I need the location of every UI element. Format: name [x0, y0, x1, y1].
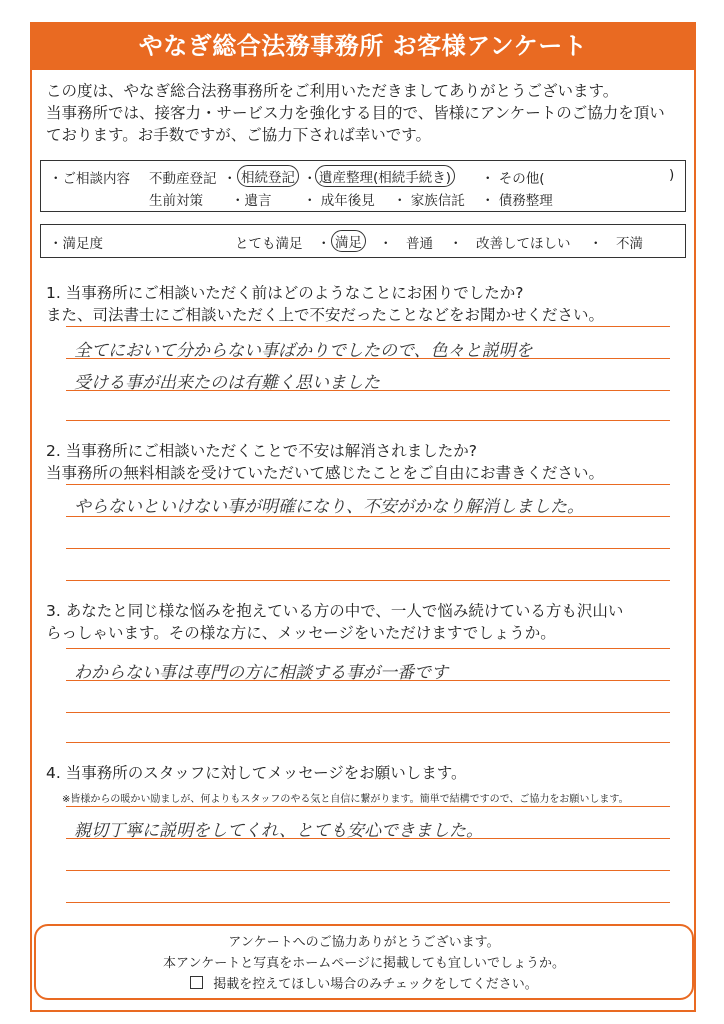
answer-4-line-1: 親切丁寧に説明をしてくれ、とても安心できました。: [74, 821, 484, 841]
consent-checkbox[interactable]: [190, 976, 203, 989]
consultation-label: ・ご相談内容: [49, 171, 130, 187]
option-kaizen[interactable]: ・ 改善してほしい: [449, 236, 571, 252]
question-3: [46, 600, 623, 644]
answer-line: [66, 712, 670, 713]
separator: ・: [317, 236, 331, 252]
footer-line-3: 掲載を控えてほしい場合のみチェックをしてください。: [213, 977, 538, 992]
option-sonota-close: ): [669, 167, 675, 183]
separator: ・: [223, 171, 237, 187]
option-seizen-taisaku[interactable]: 生前対策: [149, 193, 203, 209]
intro-line-3: ております。お手数ですが、ご協力下されば幸いです。: [46, 126, 432, 144]
option-fuman[interactable]: ・ 不満: [589, 236, 643, 252]
answer-line: [66, 806, 670, 807]
option-saimu-seiri[interactable]: ・ 債務整理: [481, 193, 553, 209]
survey-title: やなぎ総合法務事務所 お客様アンケート: [30, 22, 696, 70]
question-2-line-1: 2. 当事務所にご相談いただくことで不安は解消されましたか?: [46, 442, 477, 460]
answer-line: [66, 648, 670, 649]
question-1-line-2: また、司法書士にご相談いただく上で不安だったことなどをお聞かせください。: [46, 306, 605, 324]
option-sozoku-toki-circled[interactable]: 相続登記: [237, 165, 299, 187]
answer-line: [66, 326, 670, 327]
question-1-line-1: 1. 当事務所にご相談いただく前はどのようなことにお困りでしたか?: [46, 284, 524, 302]
question-3-line-2: らっしゃいます。その様な方に、メッセージをいただけますでしょうか。: [46, 624, 556, 642]
option-fudosan-toki[interactable]: 不動産登記: [149, 171, 217, 187]
answer-1-line-2: 受ける事が出来たのは有難く思いました: [74, 373, 380, 393]
footer-consent-row: [36, 974, 692, 995]
answer-line: [66, 484, 670, 485]
option-seinen-koken[interactable]: ・ 成年後見: [303, 193, 375, 209]
option-sonota[interactable]: ・ その他(: [481, 171, 545, 187]
option-yuigon[interactable]: ・遺言: [231, 193, 272, 209]
option-futsu[interactable]: ・ 普通: [379, 236, 433, 252]
option-kazoku-shintaku[interactable]: ・ 家族信託: [393, 193, 465, 209]
satisfaction-box: [40, 224, 686, 258]
answer-line: [66, 902, 670, 903]
question-2-line-2: 当事務所の無料相談を受けていただいて感じたことをご自由にお書きください。: [46, 464, 605, 482]
intro-text: [46, 80, 686, 146]
question-1: [46, 282, 604, 326]
intro-line-2: 当事務所では、接客力・サービス力を強化する目的で、皆様にアンケートのご協力を頂い: [46, 104, 665, 122]
satisfaction-label: ・満足度: [49, 236, 103, 252]
question-4-line-1: 4. 当事務所のスタッフに対してメッセージをお願いします。: [46, 764, 467, 782]
answer-line: [66, 870, 670, 871]
footer-box: [34, 924, 694, 1000]
option-totemo-manzoku[interactable]: とても満足: [235, 236, 303, 252]
footer-line-1: アンケートへのご協力ありがとうございます。: [228, 935, 500, 950]
option-manzoku-circled[interactable]: 満足: [331, 230, 366, 252]
answer-3-line-1: わからない事は専門の方に相談する事が一番です: [74, 663, 448, 683]
consultation-box: [40, 160, 686, 212]
answer-line: [66, 580, 670, 581]
question-3-line-1: 3. あなたと同じ様な悩みを抱えている方の中で、一人で悩み続けている方も沢山い: [46, 602, 624, 620]
question-4: [46, 762, 467, 784]
intro-line-1: この度は、やなぎ総合法務事務所をご利用いただきましてありがとうございます。: [46, 82, 619, 100]
answer-line: [66, 420, 670, 421]
separator: ・: [303, 171, 317, 187]
answer-1-line-1: 全てにおいて分からない事ばかりでしたので、色々と説明を: [74, 341, 533, 361]
answer-2-line-1: やらないといけない事が明確になり、不安がかなり解消しました。: [74, 497, 584, 517]
answer-line: [66, 742, 670, 743]
question-4-note: ※皆様からの暖かい励ましが、何よりもスタッフのやる気と自信に繋がります。簡単で結構ですので、ご協力をお願いします。: [62, 794, 629, 805]
question-2: [46, 440, 604, 484]
footer-line-2: 本アンケートと写真をホームページに掲載しても宜しいでしょうか。: [163, 956, 565, 971]
answer-line: [66, 548, 670, 549]
option-isan-seiri-circled[interactable]: 遺産整理(相続手続き): [315, 165, 455, 187]
